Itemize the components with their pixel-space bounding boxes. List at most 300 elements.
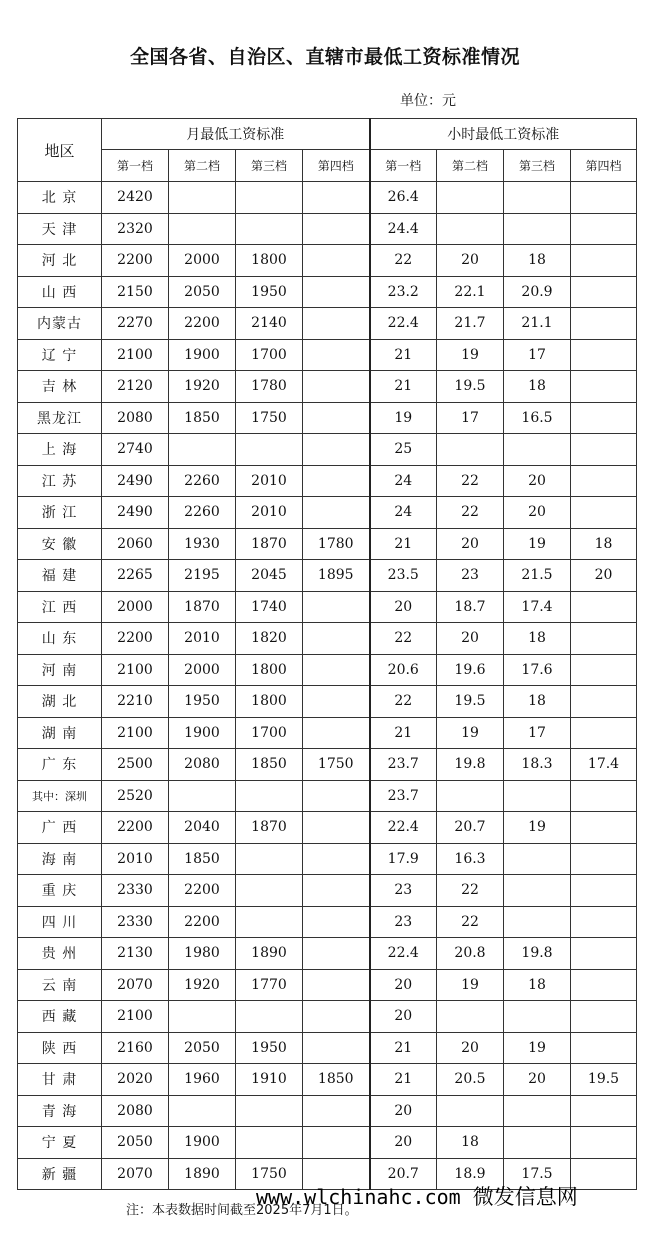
header-monthly-tier-3: 第三档 (236, 150, 303, 182)
monthly-tier-3-cell: 1800 (236, 245, 303, 277)
header-monthly-tier-2: 第二档 (169, 150, 236, 182)
region-cell: 河 北 (18, 245, 102, 277)
monthly-tier-3-cell: 1950 (236, 276, 303, 308)
unit-label: 单位：元 (400, 93, 456, 109)
monthly-tier-3-cell: 1870 (236, 812, 303, 844)
monthly-tier-2-cell: 2050 (169, 1032, 236, 1064)
monthly-tier-2-cell: 1850 (169, 402, 236, 434)
monthly-tier-1-cell: 2080 (102, 402, 169, 434)
monthly-tier-4-cell (303, 308, 370, 340)
monthly-tier-1-cell: 2210 (102, 686, 169, 718)
monthly-tier-4-cell: 1850 (303, 1064, 370, 1096)
hourly-tier-4-cell (571, 654, 637, 686)
monthly-tier-2-cell (169, 1001, 236, 1033)
monthly-tier-2-cell (169, 213, 236, 245)
hourly-tier-3-cell: 17 (504, 339, 571, 371)
table-row (18, 906, 637, 938)
table-row (18, 686, 637, 718)
footnote: 注：本表数据时间截至2025年7月1日。 (126, 1203, 358, 1218)
hourly-tier-1-cell: 20.6 (370, 654, 437, 686)
monthly-tier-2-cell: 1900 (169, 1127, 236, 1159)
region-cell: 贵 州 (18, 938, 102, 970)
hourly-tier-2-cell (437, 182, 504, 214)
monthly-tier-1-cell: 2010 (102, 843, 169, 875)
hourly-tier-2-cell: 16.3 (437, 843, 504, 875)
monthly-tier-4-cell (303, 497, 370, 529)
header-hourly-tier-1: 第一档 (370, 150, 437, 182)
region-cell: 湖 南 (18, 717, 102, 749)
monthly-tier-1-cell: 2520 (102, 780, 169, 812)
monthly-tier-4-cell (303, 434, 370, 466)
monthly-tier-3-cell (236, 434, 303, 466)
hourly-tier-1-cell: 20.7 (370, 1158, 437, 1190)
monthly-tier-2-cell: 1920 (169, 371, 236, 403)
monthly-tier-1-cell: 2200 (102, 812, 169, 844)
region-cell: 江 苏 (18, 465, 102, 497)
region-cell: 青 海 (18, 1095, 102, 1127)
region-cell: 福 建 (18, 560, 102, 592)
monthly-tier-3-cell (236, 1127, 303, 1159)
header-region: 地区 (18, 119, 102, 182)
hourly-tier-2-cell (437, 1095, 504, 1127)
monthly-tier-1-cell: 2120 (102, 371, 169, 403)
hourly-tier-1-cell: 23.2 (370, 276, 437, 308)
monthly-tier-2-cell: 2200 (169, 308, 236, 340)
table-row (18, 497, 637, 529)
monthly-tier-2-cell: 2260 (169, 465, 236, 497)
monthly-tier-1-cell: 2320 (102, 213, 169, 245)
region-cell: 吉 林 (18, 371, 102, 403)
monthly-tier-4-cell (303, 1001, 370, 1033)
hourly-tier-3-cell (504, 1127, 571, 1159)
hourly-tier-1-cell: 22.4 (370, 308, 437, 340)
hourly-tier-3-cell (504, 213, 571, 245)
monthly-tier-4-cell (303, 812, 370, 844)
monthly-tier-1-cell: 2080 (102, 1095, 169, 1127)
region-cell: 山 西 (18, 276, 102, 308)
hourly-tier-2-cell: 20 (437, 1032, 504, 1064)
table-row (18, 465, 637, 497)
table-row (18, 371, 637, 403)
region-cell: 黑龙江 (18, 402, 102, 434)
region-cell: 海 南 (18, 843, 102, 875)
monthly-tier-1-cell: 2150 (102, 276, 169, 308)
monthly-tier-1-cell: 2200 (102, 623, 169, 655)
hourly-tier-1-cell: 20 (370, 1001, 437, 1033)
hourly-tier-2-cell (437, 213, 504, 245)
hourly-tier-3-cell: 18.3 (504, 749, 571, 781)
hourly-tier-2-cell: 23 (437, 560, 504, 592)
monthly-tier-2-cell: 2200 (169, 875, 236, 907)
hourly-tier-3-cell: 21.5 (504, 560, 571, 592)
region-cell: 广 西 (18, 812, 102, 844)
watermark-text: 微发信息网 (472, 1185, 578, 1209)
hourly-tier-1-cell: 19 (370, 402, 437, 434)
region-cell: 甘 肃 (18, 1064, 102, 1096)
hourly-tier-3-cell: 19.8 (504, 938, 571, 970)
hourly-tier-3-cell: 16.5 (504, 402, 571, 434)
hourly-tier-3-cell (504, 1001, 571, 1033)
hourly-tier-1-cell: 24 (370, 497, 437, 529)
region-cell: 新 疆 (18, 1158, 102, 1190)
monthly-tier-4-cell: 1750 (303, 749, 370, 781)
monthly-tier-1-cell: 2020 (102, 1064, 169, 1096)
watermark (256, 1181, 578, 1211)
monthly-tier-4-cell (303, 339, 370, 371)
monthly-tier-1-cell: 2490 (102, 497, 169, 529)
monthly-tier-3-cell: 1800 (236, 686, 303, 718)
hourly-tier-1-cell: 24.4 (370, 213, 437, 245)
hourly-tier-3-cell (504, 875, 571, 907)
hourly-tier-3-cell (504, 906, 571, 938)
hourly-tier-2-cell: 19.5 (437, 371, 504, 403)
hourly-tier-4-cell (571, 843, 637, 875)
monthly-tier-4-cell (303, 1032, 370, 1064)
table-row (18, 339, 637, 371)
hourly-tier-1-cell: 20 (370, 1127, 437, 1159)
monthly-tier-2-cell: 1920 (169, 969, 236, 1001)
hourly-tier-1-cell: 20 (370, 591, 437, 623)
hourly-tier-4-cell (571, 339, 637, 371)
hourly-tier-1-cell: 25 (370, 434, 437, 466)
hourly-tier-4-cell (571, 1158, 637, 1190)
hourly-tier-4-cell: 19.5 (571, 1064, 637, 1096)
hourly-tier-1-cell: 23 (370, 906, 437, 938)
hourly-tier-4-cell (571, 717, 637, 749)
hourly-tier-2-cell: 18 (437, 1127, 504, 1159)
monthly-tier-2-cell: 2000 (169, 245, 236, 277)
monthly-tier-3-cell (236, 843, 303, 875)
monthly-tier-3-cell: 1750 (236, 1158, 303, 1190)
monthly-tier-4-cell (303, 245, 370, 277)
hourly-tier-1-cell: 23.7 (370, 780, 437, 812)
hourly-tier-2-cell: 20.7 (437, 812, 504, 844)
hourly-tier-1-cell: 21 (370, 717, 437, 749)
monthly-tier-2-cell (169, 1095, 236, 1127)
monthly-tier-2-cell: 2000 (169, 654, 236, 686)
hourly-tier-2-cell (437, 1001, 504, 1033)
monthly-tier-4-cell (303, 843, 370, 875)
hourly-tier-4-cell (571, 1127, 637, 1159)
monthly-tier-1-cell: 2100 (102, 654, 169, 686)
monthly-tier-2-cell: 1950 (169, 686, 236, 718)
monthly-tier-2-cell: 1890 (169, 1158, 236, 1190)
monthly-tier-1-cell: 2500 (102, 749, 169, 781)
hourly-tier-2-cell: 19.6 (437, 654, 504, 686)
monthly-tier-3-cell: 1800 (236, 654, 303, 686)
monthly-tier-1-cell: 2070 (102, 969, 169, 1001)
table-row (18, 560, 637, 592)
hourly-tier-4-cell (571, 780, 637, 812)
monthly-tier-4-cell: 1780 (303, 528, 370, 560)
monthly-tier-1-cell: 2060 (102, 528, 169, 560)
monthly-tier-1-cell: 2420 (102, 182, 169, 214)
hourly-tier-2-cell: 21.7 (437, 308, 504, 340)
hourly-tier-1-cell: 23.5 (370, 560, 437, 592)
hourly-tier-4-cell: 20 (571, 560, 637, 592)
region-cell: 重 庆 (18, 875, 102, 907)
table-row (18, 1032, 637, 1064)
hourly-tier-1-cell: 20 (370, 1095, 437, 1127)
monthly-tier-1-cell: 2330 (102, 906, 169, 938)
hourly-tier-2-cell: 18.9 (437, 1158, 504, 1190)
header-monthly: 月最低工资标准 (102, 119, 370, 150)
monthly-tier-4-cell (303, 182, 370, 214)
hourly-tier-4-cell (571, 402, 637, 434)
header-monthly-tier-1: 第一档 (102, 150, 169, 182)
table-row (18, 749, 637, 781)
table-row (18, 654, 637, 686)
monthly-tier-3-cell: 1890 (236, 938, 303, 970)
hourly-tier-1-cell: 21 (370, 1032, 437, 1064)
table-row (18, 213, 637, 245)
hourly-tier-4-cell (571, 245, 637, 277)
hourly-tier-2-cell: 19 (437, 969, 504, 1001)
monthly-tier-3-cell: 1850 (236, 749, 303, 781)
hourly-tier-2-cell (437, 780, 504, 812)
hourly-tier-3-cell: 19 (504, 812, 571, 844)
hourly-tier-3-cell: 17.6 (504, 654, 571, 686)
table-row (18, 938, 637, 970)
table-row (18, 308, 637, 340)
header-monthly-tier-4: 第四档 (303, 150, 370, 182)
hourly-tier-2-cell: 22.1 (437, 276, 504, 308)
monthly-tier-4-cell (303, 686, 370, 718)
hourly-tier-1-cell: 22.4 (370, 938, 437, 970)
hourly-tier-4-cell (571, 308, 637, 340)
region-cell: 江 西 (18, 591, 102, 623)
monthly-tier-3-cell: 1910 (236, 1064, 303, 1096)
hourly-tier-4-cell (571, 1095, 637, 1127)
hourly-tier-3-cell (504, 1095, 571, 1127)
hourly-tier-4-cell (571, 1001, 637, 1033)
table-row (18, 528, 637, 560)
watermark-url: www.wlchinahc.com (256, 1185, 461, 1209)
monthly-tier-1-cell: 2490 (102, 465, 169, 497)
hourly-tier-1-cell: 22 (370, 686, 437, 718)
monthly-tier-1-cell: 2050 (102, 1127, 169, 1159)
monthly-tier-2-cell: 2195 (169, 560, 236, 592)
hourly-tier-4-cell: 17.4 (571, 749, 637, 781)
hourly-tier-4-cell (571, 591, 637, 623)
hourly-tier-3-cell: 18 (504, 245, 571, 277)
hourly-tier-2-cell: 22 (437, 465, 504, 497)
header-hourly-tier-3: 第三档 (504, 150, 571, 182)
monthly-tier-1-cell: 2130 (102, 938, 169, 970)
table-row (18, 969, 637, 1001)
region-cell: 天 津 (18, 213, 102, 245)
table-row (18, 1095, 637, 1127)
hourly-tier-2-cell: 20 (437, 245, 504, 277)
hourly-tier-2-cell: 19.8 (437, 749, 504, 781)
monthly-tier-3-cell: 2010 (236, 465, 303, 497)
monthly-tier-1-cell: 2160 (102, 1032, 169, 1064)
hourly-tier-3-cell (504, 182, 571, 214)
table-row (18, 717, 637, 749)
monthly-tier-2-cell: 1980 (169, 938, 236, 970)
hourly-tier-2-cell (437, 434, 504, 466)
hourly-tier-3-cell: 18 (504, 371, 571, 403)
hourly-tier-2-cell: 20.8 (437, 938, 504, 970)
hourly-tier-1-cell: 20 (370, 969, 437, 1001)
monthly-tier-1-cell: 2270 (102, 308, 169, 340)
page-title: 全国各省、自治区、直辖市最低工资标准情况 (129, 46, 520, 68)
hourly-tier-1-cell: 22.4 (370, 812, 437, 844)
table-row (18, 402, 637, 434)
monthly-tier-2-cell: 1930 (169, 528, 236, 560)
hourly-tier-4-cell (571, 812, 637, 844)
hourly-tier-2-cell: 22 (437, 497, 504, 529)
region-cell: 北 京 (18, 182, 102, 214)
header-hourly-tier-2: 第二档 (437, 150, 504, 182)
region-cell: 辽 宁 (18, 339, 102, 371)
region-cell: 广 东 (18, 749, 102, 781)
hourly-tier-2-cell: 20.5 (437, 1064, 504, 1096)
hourly-tier-4-cell (571, 276, 637, 308)
monthly-tier-1-cell: 2100 (102, 717, 169, 749)
monthly-tier-3-cell (236, 780, 303, 812)
monthly-tier-2-cell: 1850 (169, 843, 236, 875)
hourly-tier-3-cell: 18 (504, 686, 571, 718)
hourly-tier-4-cell (571, 213, 637, 245)
table-row (18, 780, 637, 812)
hourly-tier-4-cell (571, 906, 637, 938)
table-row (18, 875, 637, 907)
monthly-tier-1-cell: 2265 (102, 560, 169, 592)
hourly-tier-3-cell: 21.1 (504, 308, 571, 340)
hourly-tier-3-cell: 17 (504, 717, 571, 749)
table-row (18, 591, 637, 623)
table-row (18, 276, 637, 308)
monthly-tier-3-cell (236, 213, 303, 245)
monthly-tier-2-cell: 1900 (169, 717, 236, 749)
table-row (18, 182, 637, 214)
table-row (18, 245, 637, 277)
monthly-tier-4-cell: 1895 (303, 560, 370, 592)
table-body (18, 182, 637, 1190)
table-row (18, 623, 637, 655)
hourly-tier-2-cell: 20 (437, 528, 504, 560)
hourly-tier-3-cell: 18 (504, 969, 571, 1001)
monthly-tier-2-cell (169, 780, 236, 812)
monthly-tier-3-cell: 1770 (236, 969, 303, 1001)
monthly-tier-4-cell (303, 1127, 370, 1159)
region-cell: 四 川 (18, 906, 102, 938)
monthly-tier-4-cell (303, 875, 370, 907)
hourly-tier-1-cell: 22 (370, 623, 437, 655)
monthly-tier-4-cell (303, 1095, 370, 1127)
monthly-tier-4-cell (303, 402, 370, 434)
monthly-tier-2-cell: 2260 (169, 497, 236, 529)
monthly-tier-2-cell: 2200 (169, 906, 236, 938)
hourly-tier-3-cell (504, 843, 571, 875)
hourly-tier-4-cell (571, 371, 637, 403)
monthly-tier-2-cell: 1960 (169, 1064, 236, 1096)
region-cell: 安 徽 (18, 528, 102, 560)
monthly-tier-4-cell (303, 465, 370, 497)
monthly-tier-3-cell: 1870 (236, 528, 303, 560)
hourly-tier-1-cell: 22 (370, 245, 437, 277)
monthly-tier-2-cell: 2080 (169, 749, 236, 781)
header-hourly-tier-4: 第四档 (571, 150, 637, 182)
monthly-tier-4-cell (303, 654, 370, 686)
hourly-tier-1-cell: 21 (370, 528, 437, 560)
table-row (18, 843, 637, 875)
monthly-tier-3-cell (236, 182, 303, 214)
monthly-tier-1-cell: 2740 (102, 434, 169, 466)
hourly-tier-2-cell: 17 (437, 402, 504, 434)
hourly-tier-4-cell (571, 1032, 637, 1064)
hourly-tier-2-cell: 19 (437, 339, 504, 371)
hourly-tier-2-cell: 22 (437, 875, 504, 907)
hourly-tier-3-cell: 20 (504, 1064, 571, 1096)
table-row (18, 1127, 637, 1159)
hourly-tier-4-cell (571, 686, 637, 718)
hourly-tier-2-cell: 18.7 (437, 591, 504, 623)
hourly-tier-2-cell: 22 (437, 906, 504, 938)
hourly-tier-1-cell: 17.9 (370, 843, 437, 875)
region-cell: 陕 西 (18, 1032, 102, 1064)
monthly-tier-3-cell (236, 1001, 303, 1033)
hourly-tier-4-cell: 18 (571, 528, 637, 560)
hourly-tier-1-cell: 24 (370, 465, 437, 497)
hourly-tier-4-cell (571, 875, 637, 907)
region-cell: 云 南 (18, 969, 102, 1001)
monthly-tier-4-cell (303, 276, 370, 308)
hourly-tier-1-cell: 26.4 (370, 182, 437, 214)
region-cell: 其中：深圳 (18, 780, 102, 812)
region-cell: 湖 北 (18, 686, 102, 718)
hourly-tier-4-cell (571, 938, 637, 970)
region-cell: 内蒙古 (18, 308, 102, 340)
table-row (18, 1064, 637, 1096)
header-hourly: 小时最低工资标准 (370, 119, 637, 150)
monthly-tier-3-cell: 1700 (236, 717, 303, 749)
monthly-tier-2-cell: 1870 (169, 591, 236, 623)
monthly-tier-2-cell: 2040 (169, 812, 236, 844)
monthly-tier-3-cell: 2140 (236, 308, 303, 340)
hourly-tier-4-cell (571, 434, 637, 466)
hourly-tier-1-cell: 21 (370, 371, 437, 403)
monthly-tier-1-cell: 2100 (102, 1001, 169, 1033)
hourly-tier-4-cell (571, 465, 637, 497)
hourly-tier-3-cell (504, 434, 571, 466)
hourly-tier-1-cell: 21 (370, 339, 437, 371)
monthly-tier-3-cell: 1700 (236, 339, 303, 371)
monthly-tier-3-cell: 1750 (236, 402, 303, 434)
hourly-tier-2-cell: 19 (437, 717, 504, 749)
monthly-tier-4-cell (303, 591, 370, 623)
monthly-tier-2-cell: 1900 (169, 339, 236, 371)
hourly-tier-3-cell: 19 (504, 1032, 571, 1064)
monthly-tier-3-cell: 1780 (236, 371, 303, 403)
monthly-tier-1-cell: 2330 (102, 875, 169, 907)
table-row (18, 812, 637, 844)
hourly-tier-3-cell (504, 780, 571, 812)
hourly-tier-3-cell: 20.9 (504, 276, 571, 308)
monthly-tier-1-cell: 2100 (102, 339, 169, 371)
monthly-tier-2-cell: 2010 (169, 623, 236, 655)
monthly-tier-2-cell (169, 434, 236, 466)
region-cell: 宁 夏 (18, 1127, 102, 1159)
monthly-tier-3-cell: 2045 (236, 560, 303, 592)
table-row (18, 434, 637, 466)
hourly-tier-1-cell: 21 (370, 1064, 437, 1096)
hourly-tier-1-cell: 23.7 (370, 749, 437, 781)
monthly-tier-4-cell (303, 371, 370, 403)
hourly-tier-3-cell: 20 (504, 497, 571, 529)
region-cell: 河 南 (18, 654, 102, 686)
